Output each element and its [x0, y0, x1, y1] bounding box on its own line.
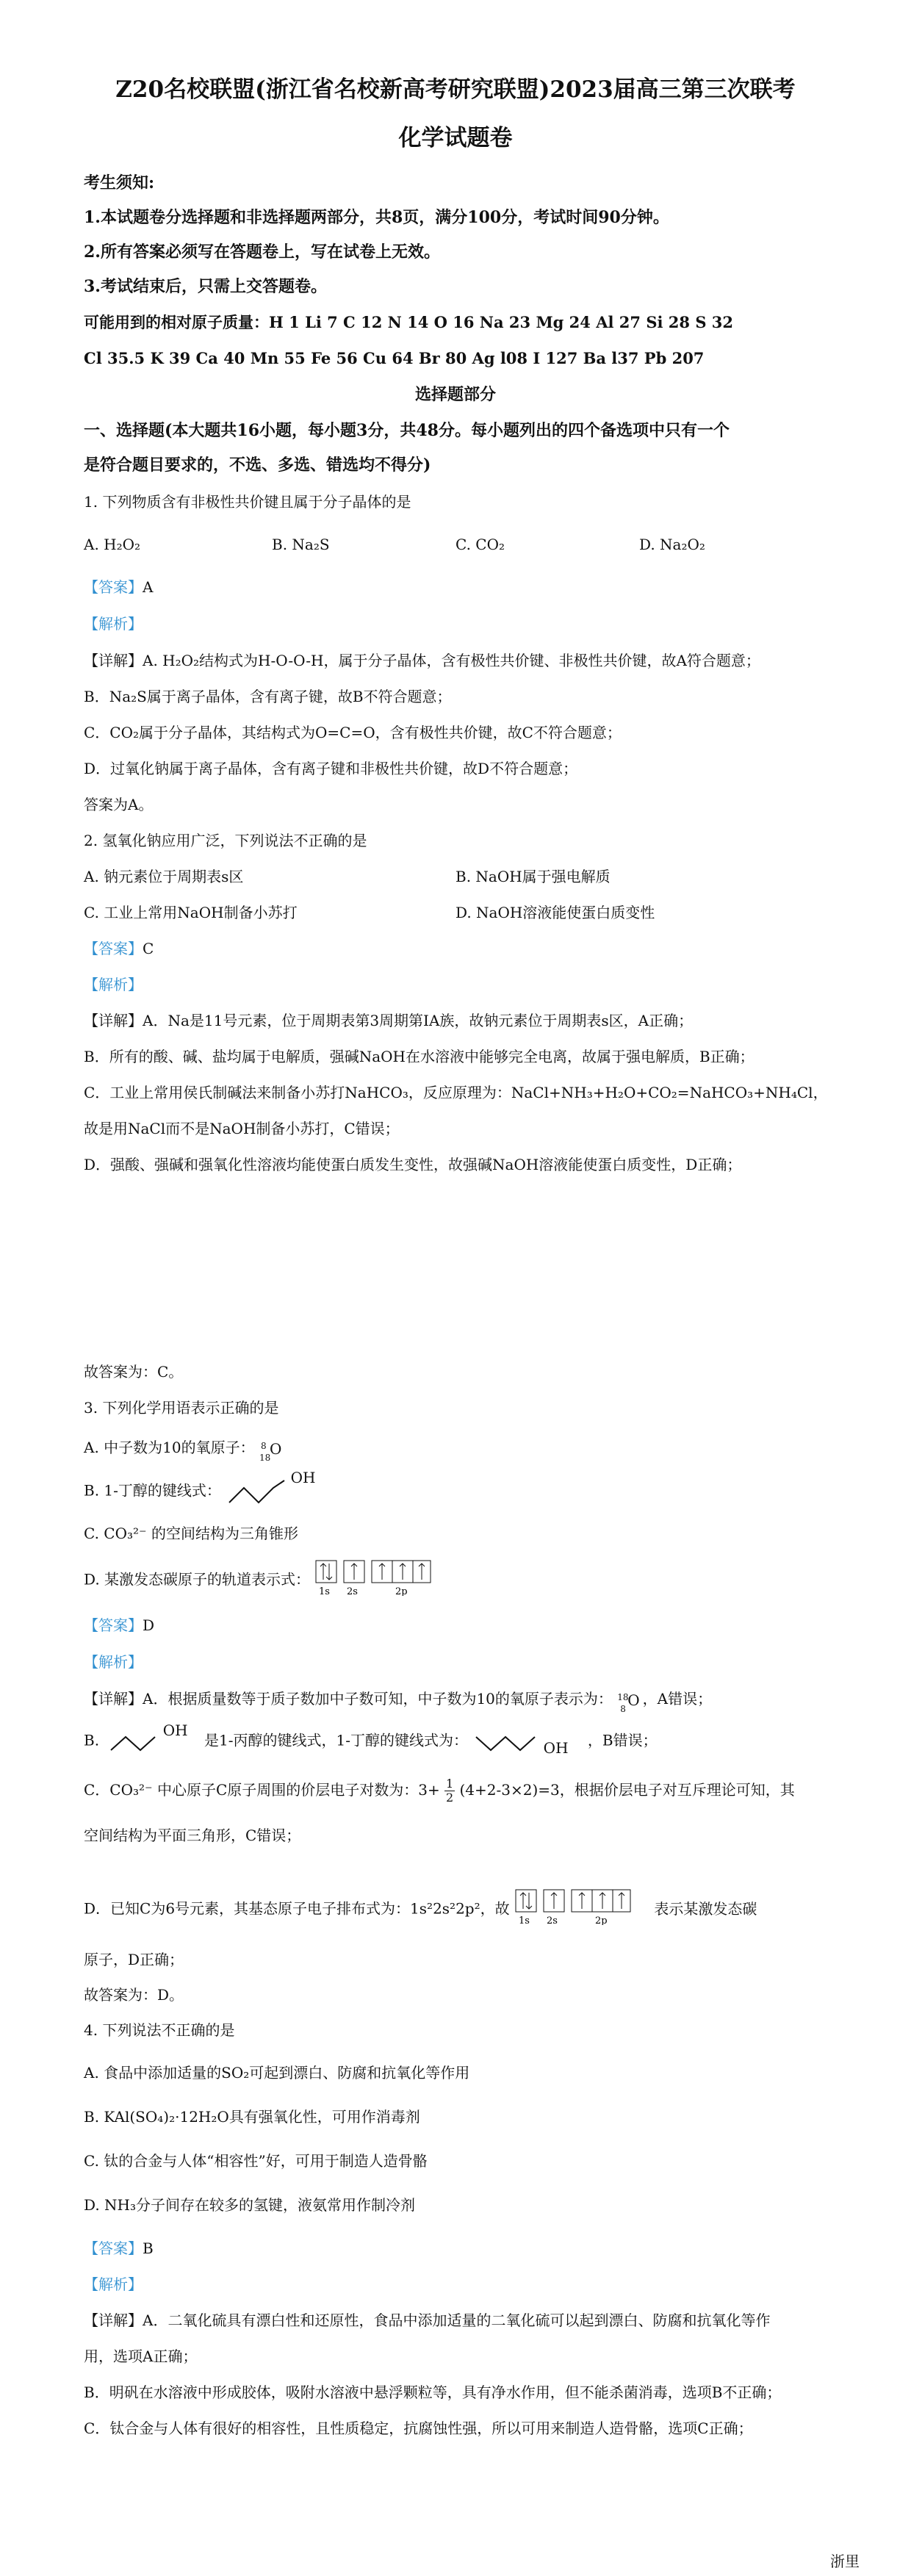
- q3-detail-d-suffix: 表示某激发态碳: [654, 1899, 757, 1918]
- orbital-label-2s: 2s: [347, 1586, 359, 1596]
- q3-option-a-isotope: [259, 1438, 282, 1463]
- section-instruction-line2: 是符合题目要求的，不选、多选、错选均不得分): [84, 456, 431, 475]
- q3-option-b-text: B. 1-丁醇的键线式：: [84, 1481, 221, 1500]
- q1-option-a: A. H₂O₂: [84, 536, 141, 553]
- q2-option-d: D. NaOH溶液能使蛋白质变性: [455, 904, 655, 921]
- orbital-boxes-icon: [314, 1559, 432, 1596]
- q2-detail-line4: 故是用NaCl而不是NaOH制备小苏打，C错误；: [84, 1120, 400, 1137]
- q3-conclusion: 故答案为：D。: [84, 1986, 184, 2004]
- isotope-mass: 8: [260, 1440, 267, 1451]
- notice-heading: 考生须知:: [84, 173, 155, 193]
- q1-answer-value: A: [143, 578, 154, 596]
- q4-answer-label: 【答案】: [84, 2239, 143, 2257]
- q3-option-a: [84, 1436, 839, 1463]
- q1-detail-line3: C．CO₂属于分子晶体，其结构式为O=C=O，含有极性共价键，故C不符合题意；: [84, 724, 622, 741]
- q4-option-b: B. KAl(SO₄)₂·12H₂O具有强氧化性，可用作消毒剂: [84, 2108, 420, 2126]
- q4-detail-line1: 【详解】A．二氧化硫具有漂白性和还原性，食品中添加适量的二氧化硫可以起到漂白、防腐和抗氧化等作: [84, 2311, 771, 2329]
- q3-detail-b: B. OH 是1-丙醇的键线式，1-丁醇的键线式为： OH ，B错误；: [84, 1721, 658, 1757]
- q3-option-b-oh: OH: [290, 1468, 316, 1486]
- q2-detail-line3: C．工业上常用侯氏制碱法来制备小苏打NaHCO₃，反应原理为：NaCl+NH₃+H₂O+CO₂=NaHCO₃+NH₄Cl，: [84, 1084, 828, 1101]
- orbital-label-1s-2: 1s: [518, 1915, 530, 1925]
- q1-answer-label: 【答案】: [84, 578, 143, 596]
- q1-detail-line1: 【详解】A. H₂O₂结构式为H-O-O-H，属于分子晶体，含有极性共价键、非极性共价键，故A符合题意；: [84, 652, 760, 669]
- q1-detail-line2: B．Na₂S属于离子晶体，含有离子键，故B不符合题意；: [84, 688, 452, 705]
- orbital-label-2s-2: 2s: [546, 1915, 558, 1925]
- q3-option-d: [84, 1559, 839, 1600]
- orbital-diagram-icon: [314, 1559, 432, 1602]
- q3-detail-d-line2: 原子，D正确；: [84, 1951, 184, 1968]
- notice-item-3: 3.考试结束后，只需上交答题卷。: [84, 277, 327, 296]
- isotope-symbol: O: [269, 1439, 282, 1458]
- q3-detail-b-prefix: B.: [84, 1731, 100, 1749]
- q4-answer-value: B: [143, 2239, 154, 2257]
- q2-analysis-label: 【解析】: [84, 976, 143, 993]
- isotope-symbol: O: [627, 1691, 640, 1709]
- q1-option-d: D. Na₂O₂: [639, 536, 705, 553]
- orbital-label-1s: 1s: [319, 1586, 331, 1596]
- orbital-label-2p-2: 2p: [594, 1915, 608, 1925]
- q3-option-a-text: A. 中子数为10的氧原子：: [84, 1439, 255, 1456]
- notice-item-2: 2.所有答案必须写在答题卷上，写在试卷上无效。: [84, 242, 440, 262]
- q3-detail-a-isotope: [617, 1689, 640, 1714]
- q2-detail-line1: 【详解】A．Na是11号元素，位于周期表第3周期第IA族，故钠元素位于周期表s区，A正确；: [84, 1012, 694, 1029]
- q4-detail-line2: 用，选项A正确；: [84, 2347, 198, 2365]
- q4-stem: 4. 下列说法不正确的是: [84, 2021, 235, 2039]
- atomic-masses-line2: Cl 35.5 K 39 Ca 40 Mn 55 Fe 56 Cu 64 Br 80 Ag l08 I 127 Ba l37 Pb 207: [84, 349, 705, 367]
- isotope-number: 8: [620, 1703, 626, 1714]
- fraction-numerator: 1: [446, 1777, 454, 1791]
- propanol-skeletal-icon: [104, 1728, 170, 1755]
- q2-detail-line5: D．强酸、强碱和强氧化性溶液均能使蛋白质发生变性，故强碱NaOH溶液能使蛋白质变性，D正确；: [84, 1156, 742, 1173]
- atomic-masses-line1: 可能用到的相对原子质量：H 1 Li 7 C 12 N 14 O 16 Na 23 Mg 24 Al 27 Si 28 S 32: [84, 313, 734, 331]
- q3-option-d-text: D. 某激发态碳原子的轨道表示式：: [84, 1570, 311, 1589]
- q1-stem: 1. 下列物质含有非极性共价键且属于分子晶体的是: [84, 493, 411, 511]
- isotope-number: 18: [259, 1452, 271, 1463]
- q3-answer-label: 【答案】: [84, 1616, 143, 1634]
- q3-detail-c-fraction: [444, 1777, 455, 1805]
- q4-analysis-label: 【解析】: [84, 2275, 143, 2293]
- q3-option-c: C. CO₃²⁻ 的空间结构为三角锥形: [84, 1525, 298, 1542]
- q4-option-c: C. 钛的合金与人体“相容性”好，可用于制造人造骨骼: [84, 2152, 428, 2170]
- q3-detail-d-prefix: D．已知C为6号元素，其基态原子电子排布式为：1s²2s²2p²，故: [84, 1899, 510, 1918]
- q3-detail-a-suffix: ，A错误；: [642, 1690, 713, 1708]
- q3-option-b: [84, 1468, 839, 1506]
- isotope-mass: 18: [617, 1691, 629, 1702]
- q3-detail-c-line2: 空间结构为平面三角形，C错误；: [84, 1827, 301, 1844]
- exam-title-line2: 化学试题卷: [398, 125, 513, 151]
- q1-analysis-label: 【解析】: [84, 615, 143, 633]
- orbital-boxes-icon-2: [514, 1888, 632, 1925]
- q3-detail-c-suffix: (4+2-3×2)=3，根据价层电子对互斥理论可知，其: [459, 1781, 795, 1799]
- q2-detail-line2: B．所有的酸、碱、盐均属于电解质，强碱NaOH在水溶液中能够完全电离，故属于强电解质，B正确；: [84, 1048, 755, 1065]
- q3-detail-b-suffix: ，B错误；: [587, 1731, 658, 1749]
- q4-detail-line3: B．明矾在水溶液中形成胶体，吸附水溶液中悬浮颗粒等，具有净水作用，但不能杀菌消毒，选项B不正确；: [84, 2383, 782, 2401]
- q2-option-a: A. 钠元素位于周期表s区: [84, 868, 244, 885]
- butanol-skeletal-icon-2: [472, 1728, 553, 1755]
- exam-title-line1: Z20名校联盟(浙江省名校新高考研究联盟)2023届高三第三次联考: [115, 76, 796, 103]
- q2-conclusion: 故答案为：C。: [84, 1363, 184, 1381]
- orbital-label-2p: 2p: [395, 1586, 408, 1596]
- q2-answer-value: C: [143, 940, 154, 957]
- q3-detail-c: [84, 1777, 839, 1814]
- q3-detail-c-prefix: C．CO₃²⁻ 中心原子C原子周围的价层电子对数为：3+: [84, 1781, 440, 1799]
- page-footer: 浙里: [830, 2552, 860, 2570]
- q2-stem: 2. 氢氧化钠应用广泛，下列说法不正确的是: [84, 832, 367, 849]
- q4-option-d: D. NH₃分子间存在较多的氢键，液氨常用作制冷剂: [84, 2196, 415, 2214]
- q1-conclusion: 答案为A。: [84, 796, 154, 813]
- q3-answer-value: D: [143, 1616, 155, 1634]
- notice-item-1: 1.本试题卷分选择题和非选择题两部分，共8页，满分100分，考试时间90分钟。: [84, 208, 669, 227]
- q3-analysis-label: 【解析】: [84, 1653, 143, 1671]
- q4-option-a: A. 食品中添加适量的SO₂可起到漂白、防腐和抗氧化等作用: [84, 2064, 470, 2082]
- q2-option-b: B. NaOH属于强电解质: [455, 868, 611, 885]
- q2-answer-label: 【答案】: [84, 940, 143, 957]
- q3-detail-a-prefix: 【详解】A．根据质量数等于质子数加中子数可知，中子数为10的氧原子表示为：: [84, 1690, 613, 1708]
- q1-option-b: B. Na₂S: [272, 536, 330, 553]
- section-instruction-line1: 一、选择题(本大题共16小题，每小题3分，共48分。每小题列出的四个备选项中只有一个: [84, 421, 730, 440]
- q2-option-c: C. 工业上常用NaOH制备小苏打: [84, 904, 298, 921]
- q3-detail-a: [84, 1688, 839, 1714]
- q3-stem: 3. 下列化学用语表示正确的是: [84, 1399, 279, 1417]
- q3-detail-b-middle: 是1-丙醇的键线式，1-丁醇的键线式为：: [204, 1731, 468, 1749]
- orbital-diagram-icon-2: [514, 1888, 632, 1931]
- section-title: 选择题部分: [414, 385, 496, 404]
- q4-detail-line4: C．钛合金与人体有很好的相容性，且性质稳定，抗腐蚀性强，所以可用来制造人造骨骼，选项C正确；: [84, 2420, 753, 2437]
- q1-option-c: C. CO₂: [455, 536, 505, 553]
- fraction-denominator: 2: [446, 1791, 454, 1805]
- butanol-skeletal-icon: [226, 1477, 299, 1506]
- q1-detail-line4: D．过氧化钠属于离子晶体，含有离子键和非极性共价键，故D不符合题意；: [84, 760, 578, 777]
- q3-detail-d: [84, 1888, 839, 1929]
